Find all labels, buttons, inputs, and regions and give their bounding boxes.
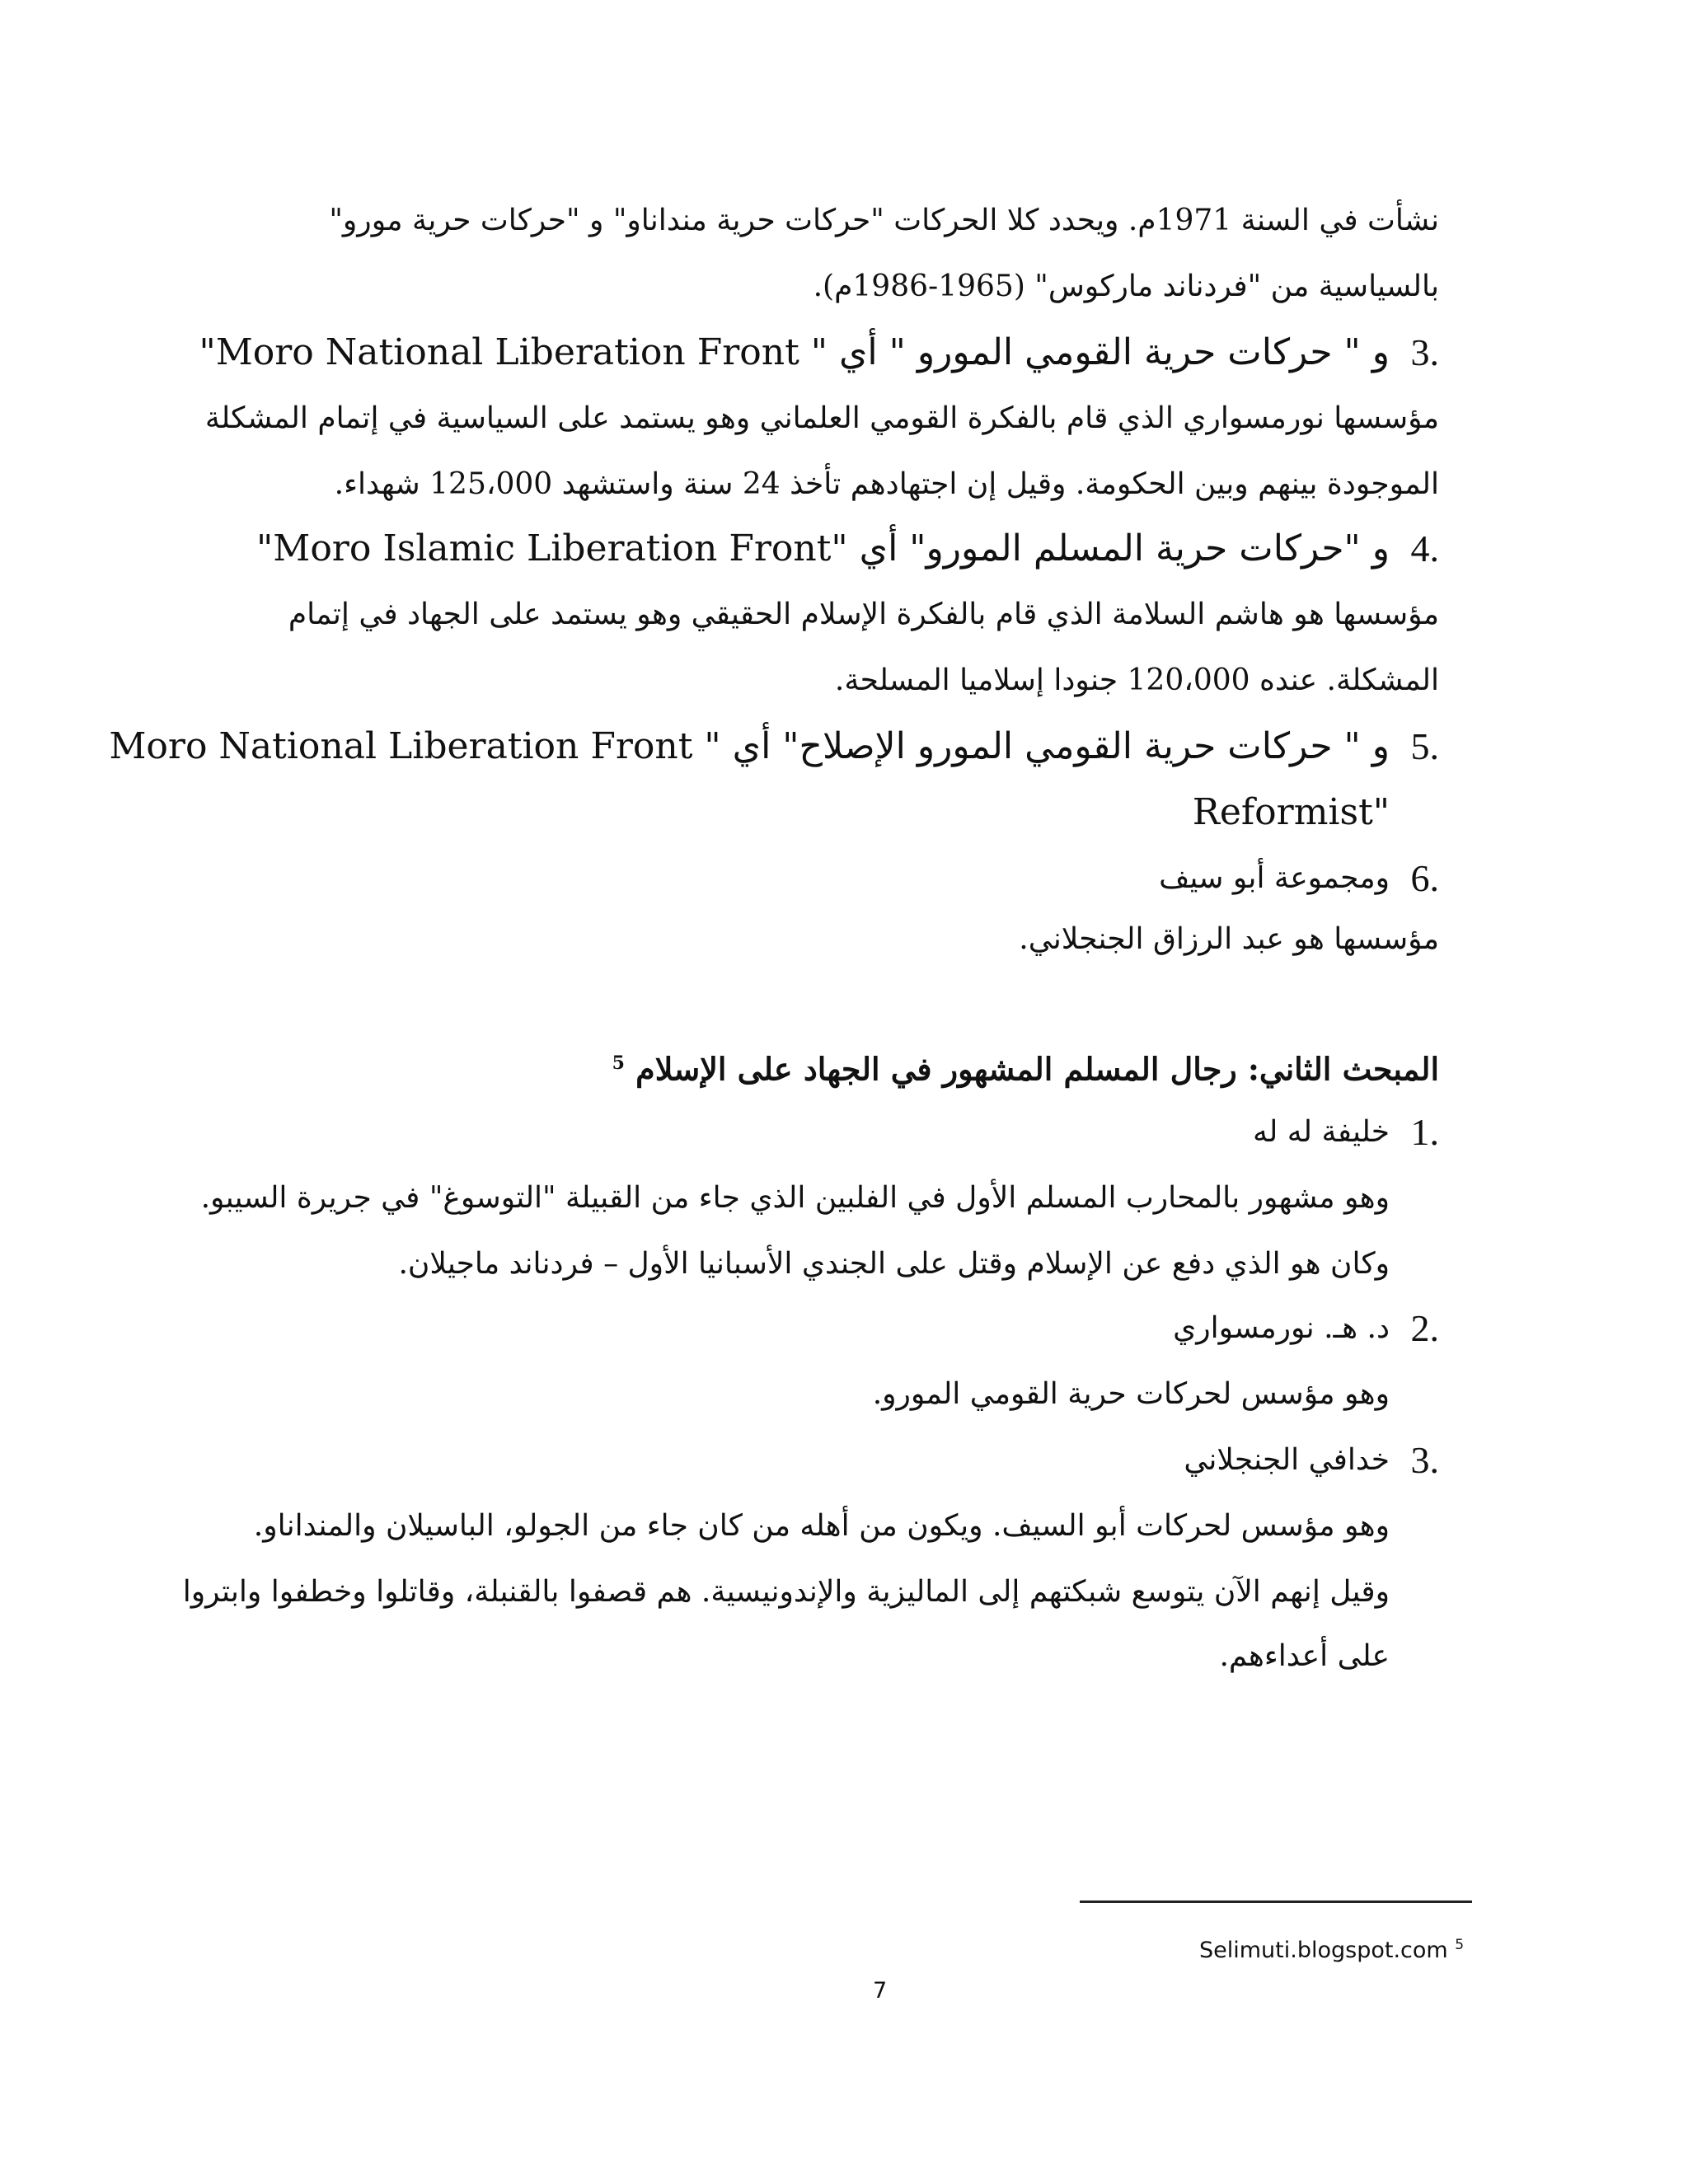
person-name: خليفة له له	[1253, 1115, 1390, 1149]
section-heading	[612, 1030, 1439, 1103]
section-heading-text: المبحث الثاني: رجال المسلم المشهور في الجهاد على الإسلام	[635, 1050, 1439, 1088]
list-number: 3.	[1410, 1439, 1439, 1481]
paragraph-line: مؤسسها هو عبد الرزاق الجنجلاني.	[1019, 922, 1439, 956]
paragraph-line: وهو مؤسس لحركات حرية القومي المورو.	[872, 1377, 1390, 1411]
paragraph-line: بالسياسية من "فردناند ماركوس" (1965-1986م).	[813, 269, 1439, 303]
paragraph-line: مؤسسها هو هاشم السلامة الذي قام بالفكرة الإسلام الحقيقي وهو يستمد على الجهاد في إتمام	[288, 598, 1439, 631]
list-number: 4.	[1410, 527, 1439, 569]
list-item-title: و " حركات حرية القومي المورو " أي " Moro National Liberation Front"	[199, 331, 1390, 373]
person-name: خدافي الجنجلاني	[1184, 1443, 1390, 1477]
paragraph-line: وهو مؤسس لحركات أبو السيف. ويكون من أهله من كان جاء من الجولو، الباسيلان والمنداناو.	[253, 1509, 1390, 1543]
list-number: 3.	[1410, 331, 1439, 373]
list-item-title: و " حركات حرية القومي المورو الإصلاح" أي " Moro National Liberation Front	[109, 725, 1390, 767]
list-number: 2.	[1410, 1307, 1439, 1349]
paragraph-line: وكان هو الذي دفع عن الإسلام وقتل على الجندي الأسبانيا الأول – فردناند ماجيلان.	[398, 1247, 1390, 1281]
list-number: 5.	[1410, 725, 1439, 767]
person-name: د. هـ. نورمسواري	[1173, 1311, 1390, 1345]
list-item-title: ومجموعة أبو سيف	[1159, 861, 1390, 895]
paragraph-line: على أعداءهم.	[1219, 1639, 1390, 1673]
paragraph-line: وهو مشهور بالمحارب المسلم الأول في الفلبين الذي جاء من القبيلة "التوسوغ" في جريرة السيبو.	[200, 1181, 1390, 1215]
footnote-ref: 5	[612, 1052, 625, 1074]
list-item-title: و "حركات حرية المسلم المورو" أي "Moro Islamic Liberation Front"	[256, 527, 1390, 569]
paragraph-line: وقيل إنهم الآن يتوسع شبكتهم إلى الماليزية والإندونيسية. هم قصفوا بالقنبلة، وقاتلوا وخطفوا وابتروا	[182, 1575, 1390, 1609]
list-item-title-continued: Reformist"	[1192, 791, 1390, 833]
paragraph-line: نشأت في السنة 1971م. ويحدد كلا الحركات "حركات حرية منداناو" و "حركات حرية مورو"	[329, 204, 1439, 237]
paragraph-line: الموجودة بينهم وبين الحكومة. وقيل إن اجتهادهم تأخذ 24 سنة واستشهد 125،000 شهداء.	[334, 467, 1439, 501]
paragraph-line: المشكلة. عنده 120،000 جنودا إسلاميا المسلحة.	[834, 663, 1439, 697]
footnote-divider	[1080, 1900, 1472, 1903]
footnote	[1199, 1929, 1464, 1967]
list-number: 1.	[1410, 1111, 1439, 1153]
list-number: 6.	[1410, 857, 1439, 899]
page-number: 7	[873, 1978, 888, 2004]
paragraph-line: مؤسسها نورمسواري الذي قام بالفكرة القومي العلماني وهو يستمد على السياسية في إتمام المشكلة	[204, 401, 1439, 435]
footnote-number: 5	[1455, 1937, 1465, 1953]
footnote-text: Selimuti.blogspot.com	[1199, 1938, 1448, 1963]
